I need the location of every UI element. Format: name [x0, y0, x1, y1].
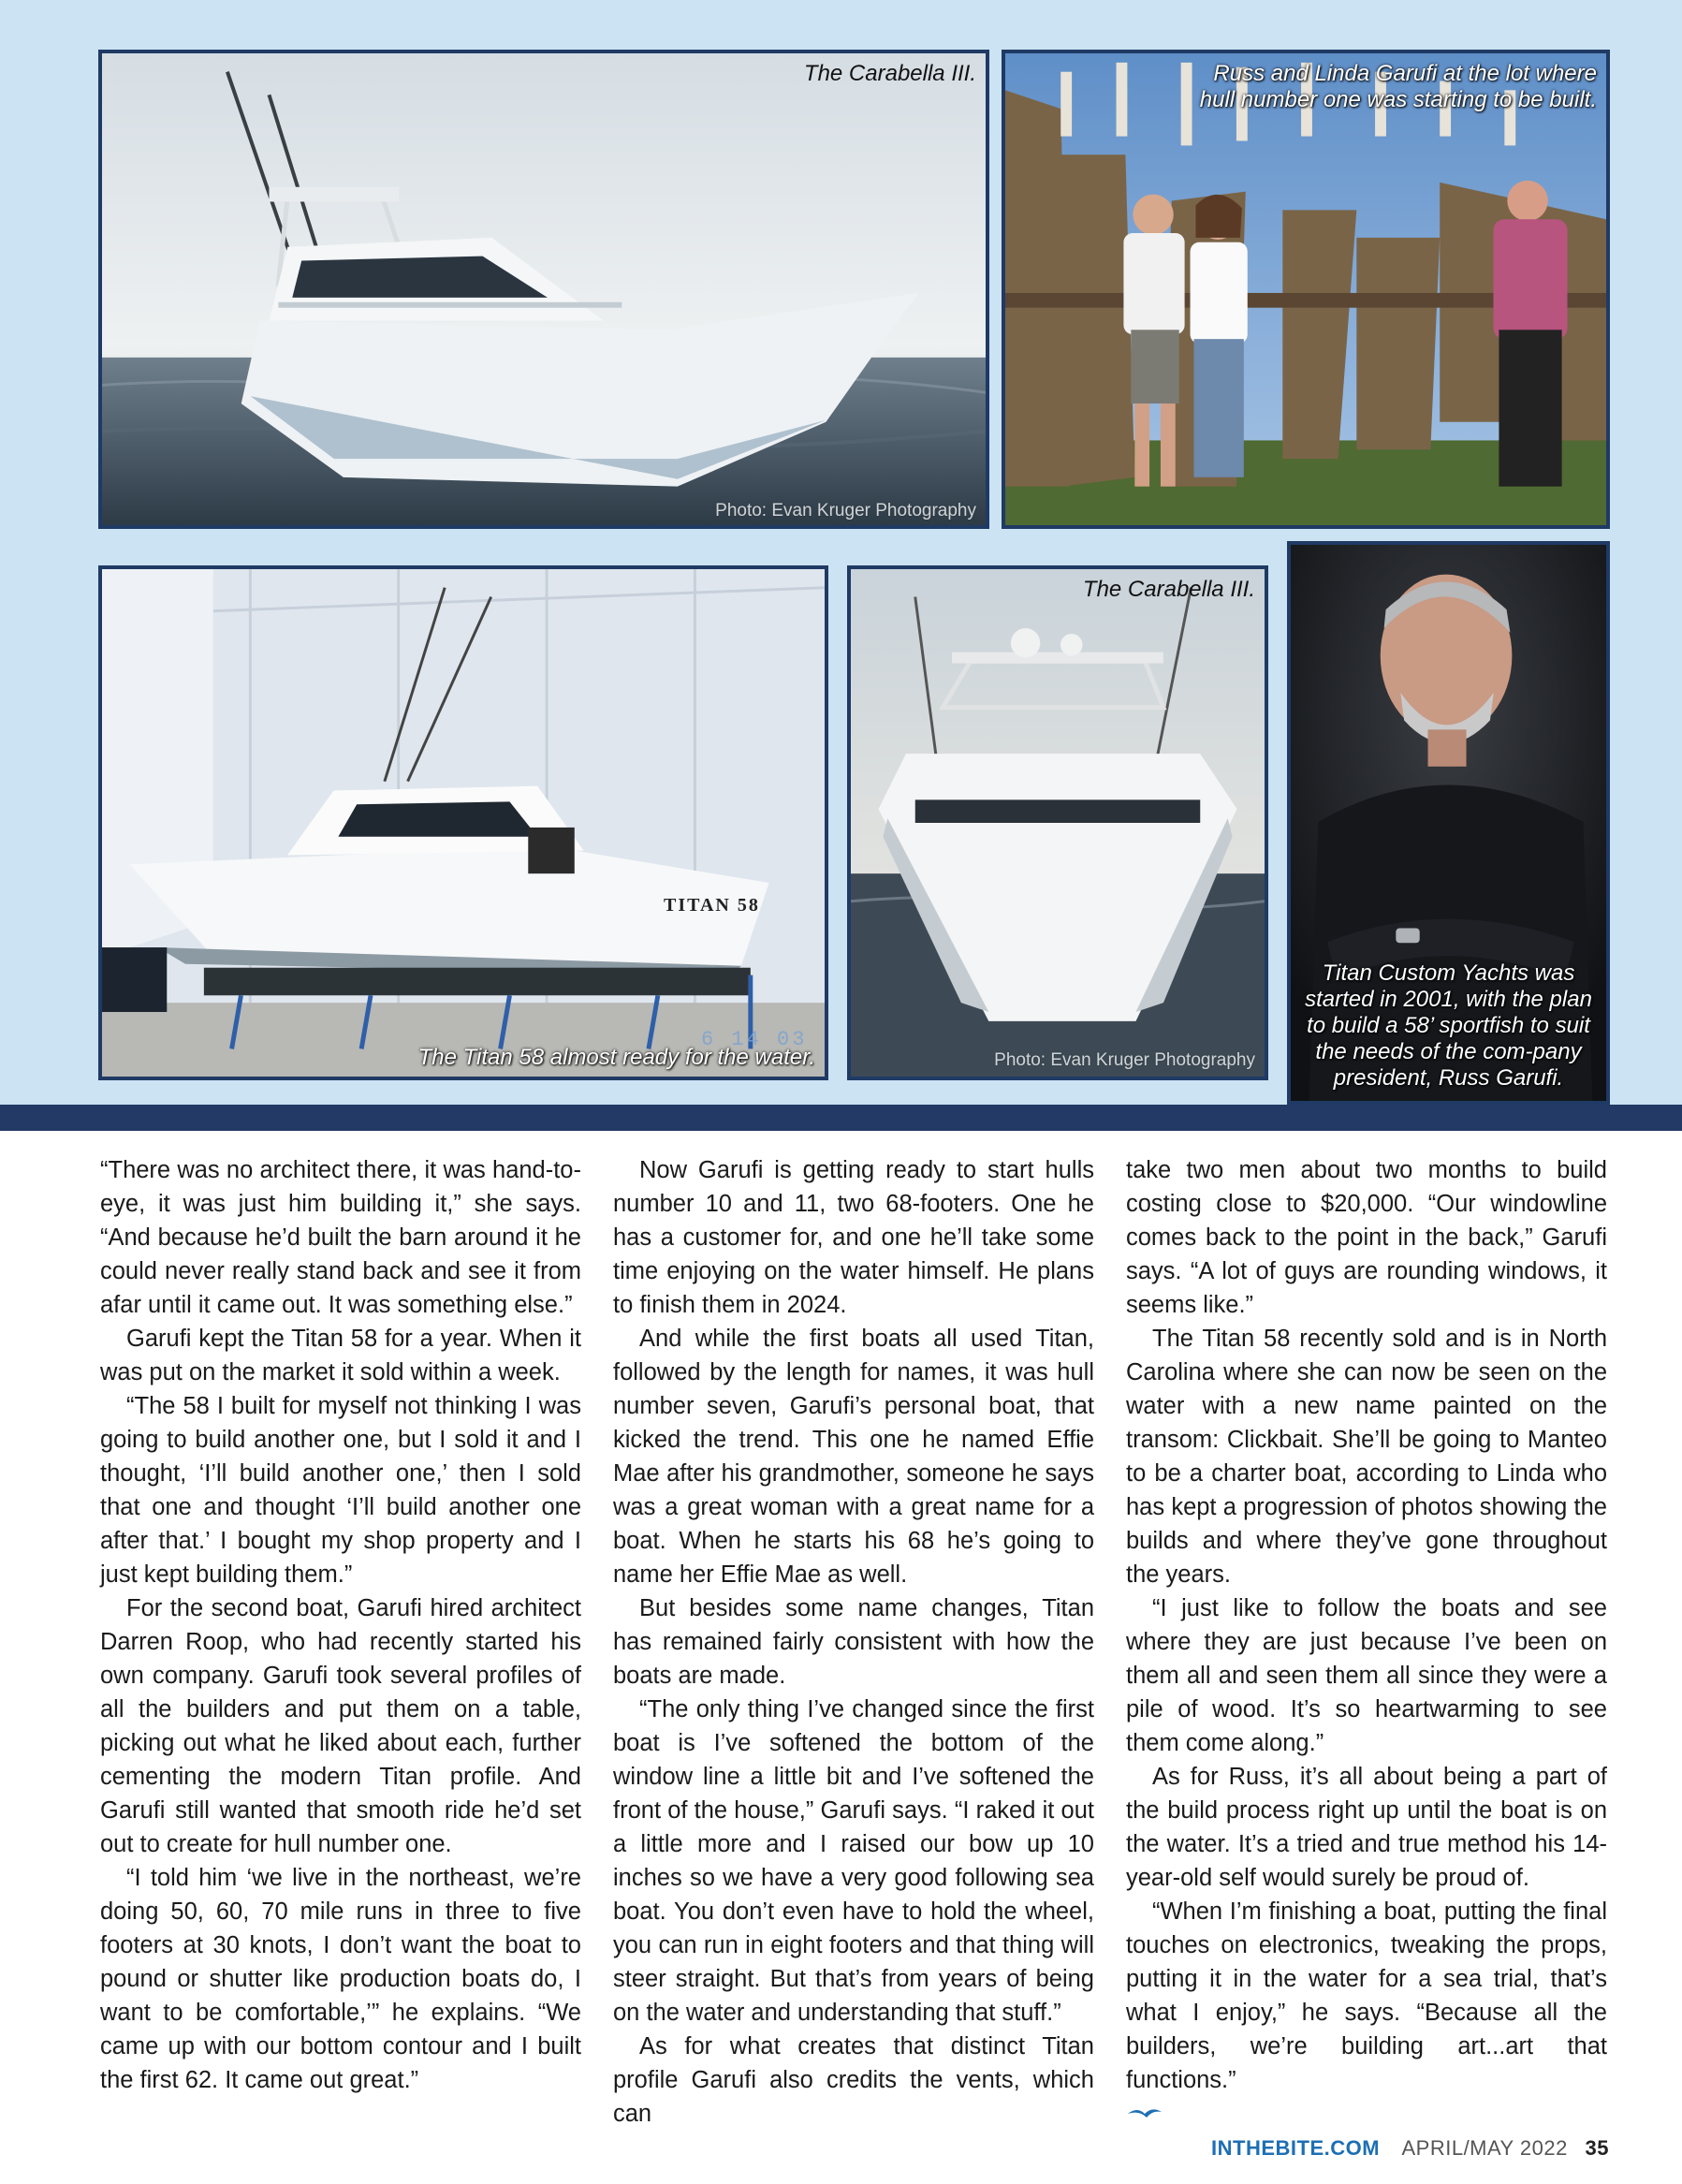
photo-caption: Titan Custom Yachts was started in 2001, with the plan to build a 58’ sportfish to suit the needs of the com-pany president, Russ Garufi.: [1305, 960, 1592, 1091]
page-footer: [1211, 2136, 1609, 2161]
paragraph: But besides some name changes, Titan has remained fairly consistent with how the boats are made.: [613, 1595, 1094, 1689]
photo-caption: The Titan 58 almost ready for the water.: [417, 1045, 815, 1070]
date-stamp-text: 6 14 03: [701, 1028, 808, 1051]
photo-credit: Photo: Evan Kruger Photography: [994, 1050, 1255, 1070]
photo-russ-linda-lot: [1002, 50, 1610, 529]
paragraph: “When I’m finishing a boat, putting the final touches on electronics, tweaking the props, putting it in the water for a sea trial, that’s what I enjoy,” he says. “Because all the builders, we’re building art...art that functions.”: [1126, 1898, 1607, 2093]
photo-carabella-bow: [847, 565, 1268, 1080]
photo-russ-portrait: [1287, 541, 1610, 1105]
paragraph: take two men about two months to build costing close to $20,000. “Our windowline comes back to the point in the back,” Garufi says. “A lot of guys are rounding windows, it seems like.”: [1126, 1157, 1607, 1318]
section-rule: [0, 1105, 1682, 1131]
paragraph: “I just like to follow the boats and see where they are just because I’ve been on them all and seen them all since they were a pile of wood. It’s so heartwarming to see them come along.”: [1126, 1595, 1607, 1756]
article-column-2: [613, 1153, 1094, 2131]
footer-site[interactable]: INTHEBITE.COM: [1211, 2136, 1381, 2160]
photo-carabella-underway: [98, 50, 989, 529]
paragraph: As for what creates that distinct Titan profile Garufi also credits the vents, which can: [613, 2033, 1094, 2127]
article-column-3: [1126, 1153, 1607, 2131]
hull-name-text: TITAN 58: [664, 895, 760, 916]
paragraph: “I told him ‘we live in the northeast, we’re doing 50, 60, 70 mile runs in three to five footers at 30 knots, I don’t want the boat to pound or shutter like production boats do, I want to be comfortable,’” he explains. “We came up with our bottom contour and I built the first 62. It came out great.”: [100, 1865, 581, 2093]
paragraph: “There was no architect there, it was hand-to-eye, it was just him building it,” she says. “And because he’d built the barn around it he could never really stand back and see it from afar until it came out. It was something else.”: [100, 1157, 581, 1318]
paragraph: Now Garufi is getting ready to start hulls number 10 and 11, two 68-footers. One he has a customer for, and one he’ll take some time enjoying on the water himself. He plans to finish them in 2024.: [613, 1157, 1094, 1318]
photo-caption: The Carabella III.: [1082, 577, 1255, 602]
paragraph: For the second boat, Garufi hired architect Darren Roop, who had recently started his own company. Garufi took several profiles of all the builders and put them on a table, picking out what he liked about each, further cementing the modern Titan profile. And Garufi still wanted that smooth ride he’d set out to create for hull number one.: [100, 1595, 581, 1857]
paragraph: As for Russ, it’s all about being a part of the build process right up until the boat is on the water. It’s a tried and true method his 14-year-old self would surely be proud of.: [1126, 1764, 1607, 1891]
photo-credit: Photo: Evan Kruger Photography: [715, 501, 976, 520]
paragraph: Garufi kept the Titan 58 for a year. When it was put on the market it sold within a week.: [100, 1326, 581, 1385]
photo-caption: Russ and Linda Garufi at the lot where hull number one was starting to be built.: [1199, 61, 1597, 112]
article-column-1: [100, 1153, 581, 2097]
paragraph: “The only thing I’ve changed since the first boat is I’ve softened the bottom of the window line a little bit and I’ve softened the front of the house,” Garufi says. “I raked it out a little more and I raised our bow up 10 inches so we have a very good following sea boat. You don’t even have to hold the wheel, you can run in eight footers and that thing will steer straight. But that’s from years of being on the water and understanding that stuff.”: [613, 1696, 1094, 2026]
paragraph: And while the first boats all used Titan, followed by the length for names, it was hull number seven, Garufi’s personal boat, that kicked the trend. This one he named Effie Mae after his grandmother, someone he says was a great woman with a great name for a boat. When he starts his 68 he’s going to name her Effie Mae as well.: [613, 1326, 1094, 1588]
paragraph: The Titan 58 recently sold and is in North Carolina where she can now be seen on the water with a new name painted on the transom: Clickbait. She’ll be going to Manteo to be a charter boat, according to Linda who has kept a progression of photos showing the builds and where they’ve gone throughout the years.: [1126, 1326, 1607, 1588]
paragraph: “The 58 I built for myself not thinking I was going to build another one, but I sold it and I thought, ‘I’ll build another one,’ then I sold that one and thought ‘I’ll build another one after that.’ I bought my shop property and I just kept building them.”: [100, 1393, 581, 1588]
end-mark-bird-icon: [1126, 2097, 1163, 2131]
footer-issue: APRIL/MAY 2022: [1401, 2136, 1568, 2160]
page-number: 35: [1585, 2136, 1609, 2160]
photo-caption: The Carabella III.: [803, 61, 976, 86]
photo-titan58-stands: [98, 565, 828, 1080]
